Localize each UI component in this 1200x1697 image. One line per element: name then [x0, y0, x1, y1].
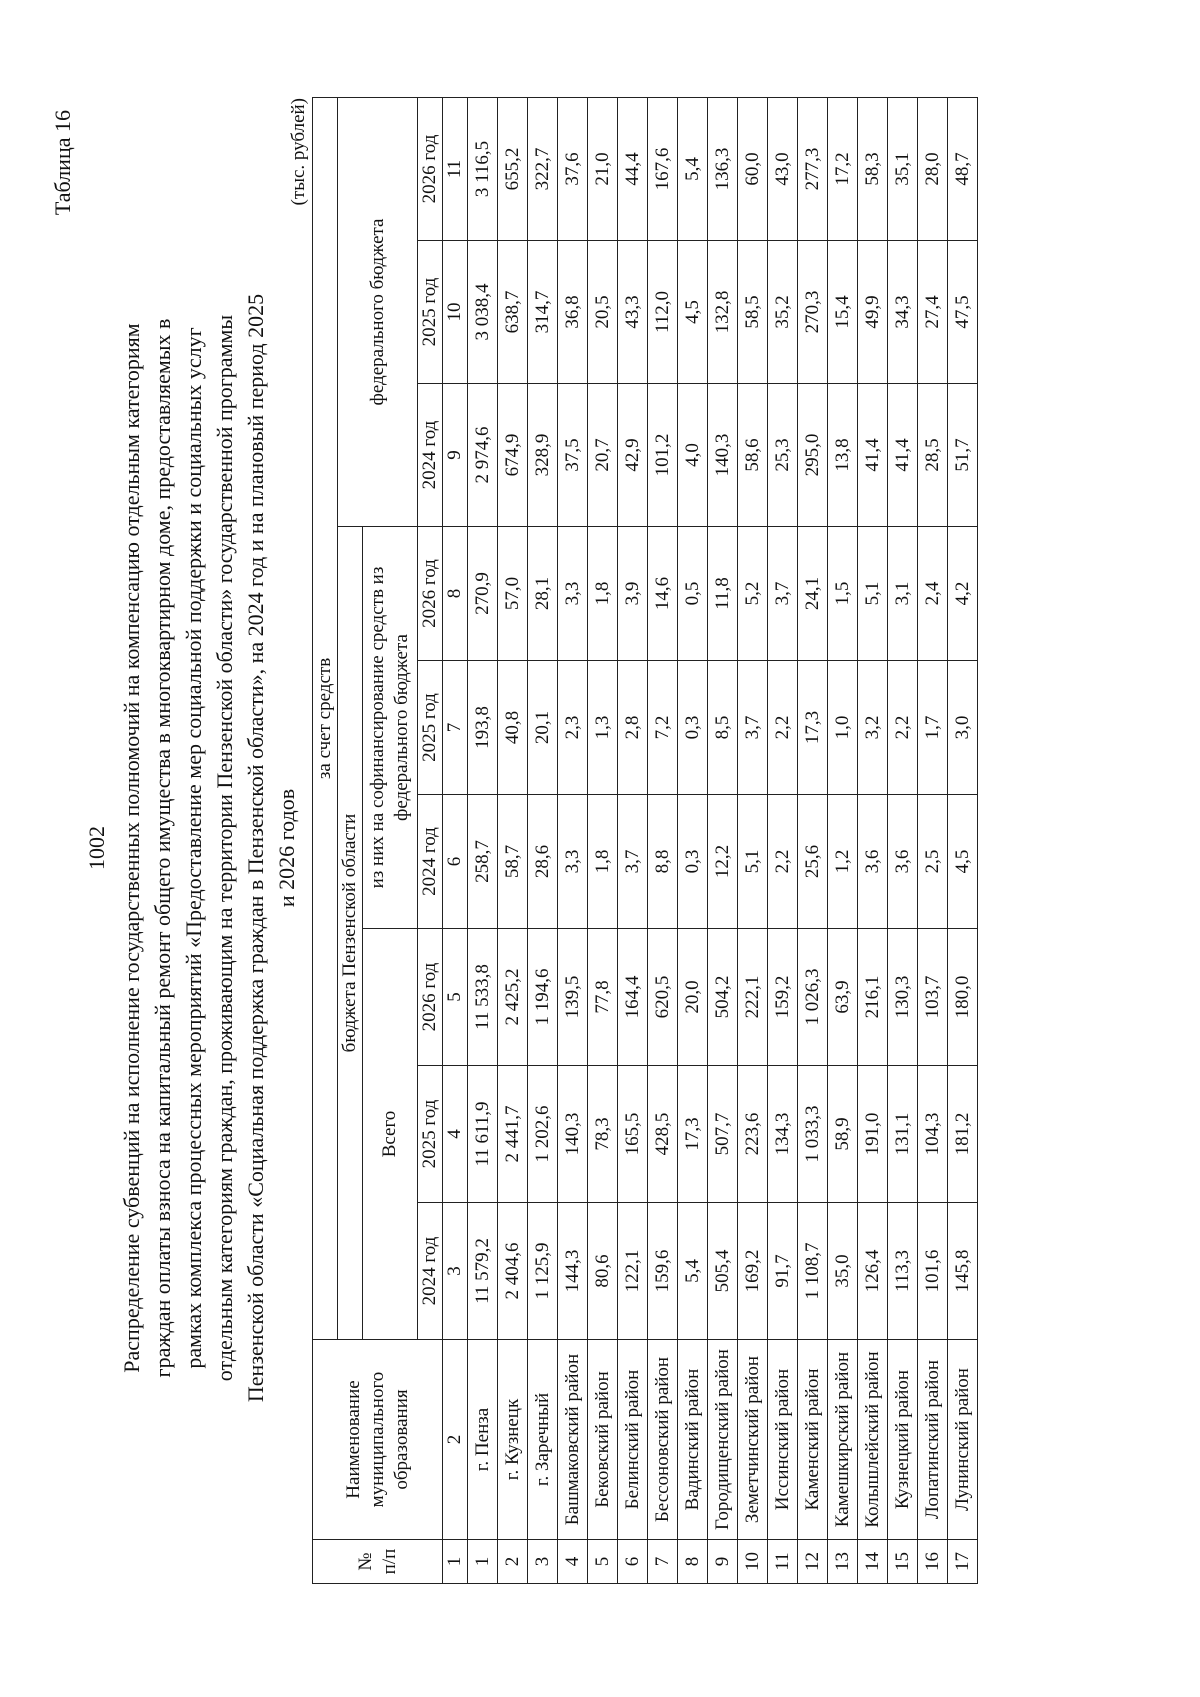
- column-number: 7: [443, 661, 468, 795]
- row-number: 15: [888, 1540, 918, 1584]
- amount-cell: 132,8: [708, 241, 738, 384]
- amount-cell: 270,9: [468, 527, 498, 661]
- header-regional-budget: бюджета Пензенской области: [338, 527, 363, 1340]
- municipality-name: Камешкирский район: [828, 1340, 858, 1540]
- document-title: [116, 148, 302, 1548]
- amount-cell: 3,2: [858, 661, 888, 795]
- row-number: 14: [858, 1540, 888, 1584]
- amount-cell: 3,6: [888, 795, 918, 929]
- amount-cell: 144,3: [558, 1203, 588, 1340]
- amount-cell: 11,8: [708, 527, 738, 661]
- amount-cell: 8,5: [708, 661, 738, 795]
- amount-cell: 36,8: [558, 241, 588, 384]
- amount-cell: 328,9: [528, 384, 558, 527]
- table-row: [678, 97, 708, 1583]
- amount-cell: 180,0: [948, 929, 978, 1066]
- amount-cell: 15,4: [828, 241, 858, 384]
- amount-cell: 159,6: [648, 1203, 678, 1340]
- title-line: и 2026 годов: [274, 788, 299, 908]
- amount-cell: 1,2: [828, 795, 858, 929]
- municipality-name: г. Пенза: [468, 1340, 498, 1540]
- header-federal-budget: федерального бюджета: [338, 97, 418, 526]
- amount-cell: 620,5: [648, 929, 678, 1066]
- amount-cell: 277,3: [798, 97, 828, 240]
- amount-cell: 2 425,2: [498, 929, 528, 1066]
- amount-cell: 4,5: [678, 241, 708, 384]
- amount-cell: 5,2: [738, 527, 768, 661]
- amount-cell: 3,7: [768, 527, 798, 661]
- municipality-name: Белинский район: [618, 1340, 648, 1540]
- municipality-name: Лунинский район: [948, 1340, 978, 1540]
- amount-cell: 504,2: [708, 929, 738, 1066]
- amount-cell: 193,8: [468, 661, 498, 795]
- amount-cell: 1 108,7: [798, 1203, 828, 1340]
- header-za-schet: за счет средств: [313, 97, 338, 1339]
- table-row: [768, 97, 798, 1583]
- amount-cell: 11 611,9: [468, 1066, 498, 1203]
- amount-cell: 2,4: [918, 527, 948, 661]
- amount-cell: 112,0: [648, 241, 678, 384]
- column-number: 11: [443, 97, 468, 240]
- row-number: 8: [678, 1540, 708, 1584]
- column-number: 2: [443, 1340, 468, 1540]
- column-number: 3: [443, 1203, 468, 1340]
- table-row: [888, 97, 918, 1583]
- amount-cell: 58,7: [498, 795, 528, 929]
- column-number: 5: [443, 929, 468, 1066]
- amount-cell: 34,3: [888, 241, 918, 384]
- table-row: [588, 97, 618, 1583]
- amount-cell: 77,8: [588, 929, 618, 1066]
- amount-cell: 5,1: [738, 795, 768, 929]
- row-number: 4: [558, 1540, 588, 1584]
- amount-cell: 1 202,6: [528, 1066, 558, 1203]
- amount-cell: 20,0: [678, 929, 708, 1066]
- amount-cell: 0,5: [678, 527, 708, 661]
- amount-cell: 101,6: [918, 1203, 948, 1340]
- unit-label: (тыс. рублей): [288, 98, 309, 206]
- table-body: [468, 97, 978, 1583]
- table-row: [528, 97, 558, 1583]
- subvention-table: [312, 97, 978, 1584]
- amount-cell: 91,7: [768, 1203, 798, 1340]
- amount-cell: 1,0: [828, 661, 858, 795]
- amount-cell: 223,6: [738, 1066, 768, 1203]
- amount-cell: 2 974,6: [468, 384, 498, 527]
- amount-cell: 140,3: [708, 384, 738, 527]
- amount-cell: 113,3: [888, 1203, 918, 1340]
- header-year: 2025 год: [418, 661, 443, 795]
- table-row: [828, 97, 858, 1583]
- amount-cell: 8,8: [648, 795, 678, 929]
- amount-cell: 1,7: [918, 661, 948, 795]
- table-row: [498, 97, 528, 1583]
- header-year: 2024 год: [418, 384, 443, 527]
- header-year: 2026 год: [418, 97, 443, 240]
- amount-cell: 58,9: [828, 1066, 858, 1203]
- amount-cell: 505,4: [708, 1203, 738, 1340]
- amount-cell: 49,9: [858, 241, 888, 384]
- row-number: 5: [588, 1540, 618, 1584]
- amount-cell: 1,8: [588, 795, 618, 929]
- amount-cell: 507,7: [708, 1066, 738, 1203]
- amount-cell: 322,7: [528, 97, 558, 240]
- amount-cell: 1 125,9: [528, 1203, 558, 1340]
- page-number: 1002: [84, 826, 109, 870]
- amount-cell: 0,3: [678, 661, 708, 795]
- amount-cell: 63,9: [828, 929, 858, 1066]
- amount-cell: 139,5: [558, 929, 588, 1066]
- header-year: 2026 год: [418, 527, 443, 661]
- table-row: [948, 97, 978, 1583]
- amount-cell: 27,4: [918, 241, 948, 384]
- amount-cell: 14,6: [648, 527, 678, 661]
- amount-cell: 35,0: [828, 1203, 858, 1340]
- amount-cell: 104,3: [918, 1066, 948, 1203]
- amount-cell: 270,3: [798, 241, 828, 384]
- table-row: [738, 97, 768, 1583]
- table-row: [918, 97, 948, 1583]
- amount-cell: 3 038,4: [468, 241, 498, 384]
- amount-cell: 2 404,6: [498, 1203, 528, 1340]
- column-number: 4: [443, 1066, 468, 1203]
- amount-cell: 3,3: [558, 795, 588, 929]
- municipality-name: Вадинский район: [678, 1340, 708, 1540]
- amount-cell: 222,1: [738, 929, 768, 1066]
- amount-cell: 42,9: [618, 384, 648, 527]
- amount-cell: 0,3: [678, 795, 708, 929]
- amount-cell: 216,1: [858, 929, 888, 1066]
- amount-cell: 131,1: [888, 1066, 918, 1203]
- row-number: 2: [498, 1540, 528, 1584]
- amount-cell: 1,5: [828, 527, 858, 661]
- amount-cell: 20,7: [588, 384, 618, 527]
- amount-cell: 126,4: [858, 1203, 888, 1340]
- row-number: 6: [618, 1540, 648, 1584]
- amount-cell: 4,2: [948, 527, 978, 661]
- amount-cell: 17,2: [828, 97, 858, 240]
- amount-cell: 101,2: [648, 384, 678, 527]
- amount-cell: 638,7: [498, 241, 528, 384]
- amount-cell: 181,2: [948, 1066, 978, 1203]
- amount-cell: 60,0: [738, 97, 768, 240]
- amount-cell: 1 026,3: [798, 929, 828, 1066]
- amount-cell: 20,5: [588, 241, 618, 384]
- rotated-page: [20, 68, 1180, 1628]
- row-number: 12: [798, 1540, 828, 1584]
- amount-cell: 674,9: [498, 384, 528, 527]
- row-number: 11: [768, 1540, 798, 1584]
- amount-cell: 2,2: [768, 795, 798, 929]
- amount-cell: 3,6: [858, 795, 888, 929]
- row-number: 16: [918, 1540, 948, 1584]
- municipality-name: Земетчинский район: [738, 1340, 768, 1540]
- column-number: 10: [443, 241, 468, 384]
- amount-cell: 17,3: [798, 661, 828, 795]
- amount-cell: 167,6: [648, 97, 678, 240]
- title-line: граждан оплаты взноса на капитальный ремонт общего имущества в многоквартирном доме, предоставляемых в: [150, 318, 175, 1378]
- amount-cell: 57,0: [498, 527, 528, 661]
- title-line: отдельным категориям граждан, проживающим на территории Пензенской области» государственной программы: [212, 314, 237, 1382]
- amount-cell: 145,8: [948, 1203, 978, 1340]
- header-name: Наименование муниципального образования: [313, 1340, 443, 1540]
- amount-cell: 41,4: [888, 384, 918, 527]
- column-number: 1: [443, 1540, 468, 1584]
- amount-cell: 44,4: [618, 97, 648, 240]
- row-number: 1: [468, 1540, 498, 1584]
- amount-cell: 140,3: [558, 1066, 588, 1203]
- column-number: 6: [443, 795, 468, 929]
- row-number: 9: [708, 1540, 738, 1584]
- amount-cell: 136,3: [708, 97, 738, 240]
- amount-cell: 130,3: [888, 929, 918, 1066]
- amount-cell: 258,7: [468, 795, 498, 929]
- header-year: 2024 год: [418, 795, 443, 929]
- table-row: [648, 97, 678, 1583]
- amount-cell: 2,8: [618, 661, 648, 795]
- amount-cell: 1,3: [588, 661, 618, 795]
- amount-cell: 41,4: [858, 384, 888, 527]
- row-number: 7: [648, 1540, 678, 1584]
- table-row: [858, 97, 888, 1583]
- amount-cell: 21,0: [588, 97, 618, 240]
- amount-cell: 191,0: [858, 1066, 888, 1203]
- amount-cell: 28,5: [918, 384, 948, 527]
- municipality-name: г. Заречный: [528, 1340, 558, 1540]
- table-label: Таблица 16: [50, 110, 75, 216]
- amount-cell: 13,8: [828, 384, 858, 527]
- amount-cell: 80,6: [588, 1203, 618, 1340]
- header-vsego: Всего: [363, 929, 418, 1340]
- amount-cell: 164,4: [618, 929, 648, 1066]
- amount-cell: 48,7: [948, 97, 978, 240]
- amount-cell: 5,4: [678, 1203, 708, 1340]
- column-number: 8: [443, 527, 468, 661]
- amount-cell: 20,1: [528, 661, 558, 795]
- amount-cell: 2,2: [768, 661, 798, 795]
- header-year: 2025 год: [418, 1066, 443, 1203]
- header-year: 2026 год: [418, 929, 443, 1066]
- amount-cell: 28,0: [918, 97, 948, 240]
- amount-cell: 295,0: [798, 384, 828, 527]
- amount-cell: 314,7: [528, 241, 558, 384]
- municipality-name: Лопатинский район: [918, 1340, 948, 1540]
- amount-cell: 5,4: [678, 97, 708, 240]
- amount-cell: 3,1: [888, 527, 918, 661]
- amount-cell: 2 441,7: [498, 1066, 528, 1203]
- amount-cell: 78,3: [588, 1066, 618, 1203]
- amount-cell: 5,1: [858, 527, 888, 661]
- amount-cell: 37,5: [558, 384, 588, 527]
- amount-cell: 35,2: [768, 241, 798, 384]
- municipality-name: Иссинский район: [768, 1340, 798, 1540]
- table-row: [468, 97, 498, 1583]
- amount-cell: 4,0: [678, 384, 708, 527]
- amount-cell: 3 116,5: [468, 97, 498, 240]
- municipality-name: Башмаковский район: [558, 1340, 588, 1540]
- amount-cell: 4,5: [948, 795, 978, 929]
- amount-cell: 12,2: [708, 795, 738, 929]
- amount-cell: 655,2: [498, 97, 528, 240]
- table-row: [558, 97, 588, 1583]
- municipality-name: Кузнецкий район: [888, 1340, 918, 1540]
- amount-cell: 28,1: [528, 527, 558, 661]
- row-number: 13: [828, 1540, 858, 1584]
- amount-cell: 24,1: [798, 527, 828, 661]
- column-number: 9: [443, 384, 468, 527]
- amount-cell: 165,5: [618, 1066, 648, 1203]
- title-line: Распределение субвенций на исполнение государственных полномочий на компенсацию отдельным категориям: [119, 323, 144, 1373]
- amount-cell: 3,9: [618, 527, 648, 661]
- municipality-name: Каменский район: [798, 1340, 828, 1540]
- header-cofinancing: из них на софинансирование средств из федерального бюджета: [363, 527, 418, 929]
- header-year: 2025 год: [418, 241, 443, 384]
- amount-cell: 1 033,3: [798, 1066, 828, 1203]
- amount-cell: 159,2: [768, 929, 798, 1066]
- amount-cell: 2,2: [888, 661, 918, 795]
- amount-cell: 58,5: [738, 241, 768, 384]
- amount-cell: 169,2: [738, 1203, 768, 1340]
- table-row: [618, 97, 648, 1583]
- amount-cell: 25,6: [798, 795, 828, 929]
- amount-cell: 3,7: [618, 795, 648, 929]
- amount-cell: 11 579,2: [468, 1203, 498, 1340]
- amount-cell: 122,1: [618, 1203, 648, 1340]
- municipality-name: Городищенский район: [708, 1340, 738, 1540]
- amount-cell: 428,5: [648, 1066, 678, 1203]
- row-number: 17: [948, 1540, 978, 1584]
- amount-cell: 11 533,8: [468, 929, 498, 1066]
- table-row: [708, 97, 738, 1583]
- amount-cell: 58,6: [738, 384, 768, 527]
- amount-cell: 17,3: [678, 1066, 708, 1203]
- amount-cell: 51,7: [948, 384, 978, 527]
- table-row: [798, 97, 828, 1583]
- header-num: № п/п: [313, 1540, 443, 1584]
- amount-cell: 37,6: [558, 97, 588, 240]
- amount-cell: 1,8: [588, 527, 618, 661]
- amount-cell: 103,7: [918, 929, 948, 1066]
- amount-cell: 40,8: [498, 661, 528, 795]
- municipality-name: Бессоновский район: [648, 1340, 678, 1540]
- amount-cell: 43,0: [768, 97, 798, 240]
- amount-cell: 2,3: [558, 661, 588, 795]
- municipality-name: г. Кузнецк: [498, 1340, 528, 1540]
- row-number: 3: [528, 1540, 558, 1584]
- municipality-name: Бековский район: [588, 1340, 618, 1540]
- amount-cell: 47,5: [948, 241, 978, 384]
- amount-cell: 25,3: [768, 384, 798, 527]
- amount-cell: 7,2: [648, 661, 678, 795]
- amount-cell: 134,3: [768, 1066, 798, 1203]
- title-line: Пензенской области «Социальная поддержка граждан в Пензенской области», на 2024 год и на плановый период 2025: [243, 293, 268, 1403]
- title-line: рамках комплекса процессных мероприятий «Предоставление мер социальной поддержки и социальных услуг: [181, 327, 206, 1369]
- amount-cell: 2,5: [918, 795, 948, 929]
- amount-cell: 43,3: [618, 241, 648, 384]
- amount-cell: 58,3: [858, 97, 888, 240]
- amount-cell: 35,1: [888, 97, 918, 240]
- municipality-name: Колышлейский район: [858, 1340, 888, 1540]
- amount-cell: 3,0: [948, 661, 978, 795]
- amount-cell: 3,7: [738, 661, 768, 795]
- amount-cell: 3,3: [558, 527, 588, 661]
- row-number: 10: [738, 1540, 768, 1584]
- amount-cell: 1 194,6: [528, 929, 558, 1066]
- amount-cell: 28,6: [528, 795, 558, 929]
- header-year: 2024 год: [418, 1203, 443, 1340]
